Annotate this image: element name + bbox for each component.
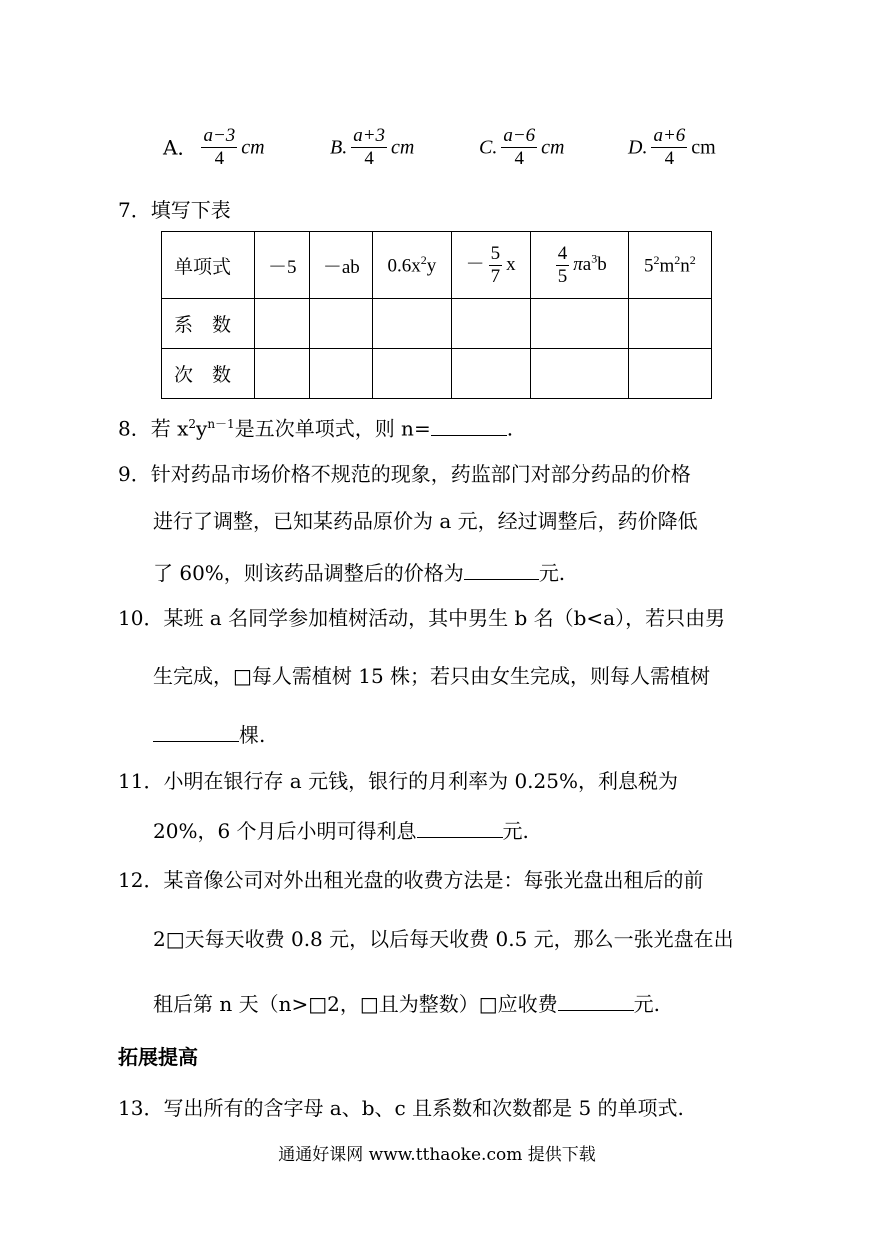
option-a-unit: cm xyxy=(241,136,265,159)
q12-answer-blank[interactable] xyxy=(558,988,634,1011)
question-9-line-2: 进行了调整，已知某药品原价为 a 元，经过调整后，药价降低 xyxy=(153,509,698,533)
option-a-numerator: a−3 xyxy=(203,125,236,146)
q12-text: 租后第 n 天（n>□2，□且为整数）□应收费 xyxy=(153,992,558,1016)
cell-c5-numerator: 4 xyxy=(557,242,568,264)
degree-cell[interactable] xyxy=(255,349,310,399)
option-d-unit: cm xyxy=(691,136,716,159)
option-b-label: B. xyxy=(330,136,348,159)
cell-minus-ab: －ab xyxy=(310,232,373,299)
cell-c5-a: a xyxy=(582,253,592,275)
q9-end: 元. xyxy=(538,561,566,585)
option-c-fraction xyxy=(501,125,537,170)
cell-0.6x2y-tail: y xyxy=(426,255,437,277)
q8-end: . xyxy=(506,416,514,441)
cell-52m2n2 xyxy=(628,232,711,299)
q11-end: 元. xyxy=(502,819,529,843)
option-d-label: D. xyxy=(628,136,648,159)
coefficient-cell[interactable] xyxy=(255,299,310,349)
section-heading: 拓展提高 xyxy=(118,1045,198,1069)
cell-0.6x2y xyxy=(373,232,451,299)
cell-0.6x2y-exponent: 2 xyxy=(420,252,427,267)
option-c-unit: cm xyxy=(541,136,565,159)
option-c-label: C. xyxy=(479,136,498,159)
question-11-line-1: 11．小明在银行存 a 元钱，银行的月利率为 0.25%，利息税为 xyxy=(118,769,678,793)
q8-y: y xyxy=(196,416,208,441)
cell-c5-fraction xyxy=(556,243,570,288)
cell-c4-numerator: 5 xyxy=(490,242,501,264)
option-d-denominator: 4 xyxy=(651,147,687,170)
row-header-monomial: 单项式 xyxy=(162,232,255,299)
coefficient-cell[interactable] xyxy=(373,299,451,349)
q9-answer-blank[interactable] xyxy=(464,557,539,580)
coefficient-cell[interactable] xyxy=(530,299,628,349)
degree-cell[interactable] xyxy=(530,349,628,399)
monomial-table xyxy=(161,231,712,399)
cell-minus-5: －5 xyxy=(255,232,310,299)
cell-c6-exp3: 2 xyxy=(689,252,696,267)
option-c xyxy=(479,125,565,170)
question-10-line-1: 10．某班 a 名同学参加植树活动，其中男生 b 名（b<a），若只由男 xyxy=(118,606,726,630)
table-row-monomial xyxy=(162,232,712,299)
degree-cell[interactable] xyxy=(373,349,451,399)
cell-minus-5-7-x xyxy=(451,232,530,299)
option-b-fraction xyxy=(351,125,387,170)
q8-prefix: 8．若 x xyxy=(118,416,189,441)
degree-cell[interactable] xyxy=(310,349,373,399)
cell-c5-pi: π xyxy=(573,253,583,275)
q11-text: 20%，6 个月后小明可得利息 xyxy=(153,819,417,843)
q8-exponent-y: n－1 xyxy=(207,417,235,431)
table-row-coefficient xyxy=(162,299,712,349)
question-12-line-1: 12．某音像公司对外出租光盘的收费方法是：每张光盘出租后的前 xyxy=(118,868,704,892)
cell-c4-denominator: 7 xyxy=(490,265,501,287)
question-12-line-3 xyxy=(153,988,660,1018)
coefficient-cell[interactable] xyxy=(628,299,711,349)
cell-c4-variable: x xyxy=(506,253,516,275)
option-a-denominator: 4 xyxy=(201,147,237,170)
degree-cell[interactable] xyxy=(628,349,711,399)
q8-answer-blank[interactable] xyxy=(431,413,507,436)
option-b xyxy=(330,125,414,170)
cell-c5-b: b xyxy=(597,253,607,275)
question-8 xyxy=(118,410,513,443)
cell-4-5-pi-a3b xyxy=(530,232,628,299)
page-footer: 通通好课网 www.tthaoke.com 提供下载 xyxy=(278,1145,596,1165)
question-11-line-2 xyxy=(153,815,529,845)
option-c-numerator: a−6 xyxy=(503,125,536,146)
q8-text: 是五次单项式，则 n= xyxy=(234,416,431,441)
cell-c6-coef: 5 xyxy=(644,255,654,277)
cell-c6-exp2: 2 xyxy=(674,252,681,267)
question-7: 7．填写下表 xyxy=(118,198,231,222)
question-9-line-3 xyxy=(153,557,565,587)
option-b-unit: cm xyxy=(391,136,415,159)
row-header-degree: 次 数 xyxy=(162,349,255,399)
option-d-numerator: a+6 xyxy=(653,125,686,146)
question-9-line-1: 9．针对药品市场价格不规范的现象，药监部门对部分药品的价格 xyxy=(118,462,691,486)
option-b-numerator: a+3 xyxy=(353,125,386,146)
q10-end: 棵. xyxy=(239,723,266,747)
cell-0.6x2y-base: 0.6x xyxy=(387,255,421,277)
row-header-coefficient: 系 数 xyxy=(162,299,255,349)
q8-exponent-x: 2 xyxy=(188,417,197,431)
question-10-line-2: 生完成，□每人需植树 15 株；若只由女生完成，则每人需植树 xyxy=(153,664,711,688)
option-b-denominator: 4 xyxy=(351,147,387,170)
option-a-fraction xyxy=(201,125,237,170)
q9-text: 了 60%，则该药品调整后的价格为 xyxy=(153,561,464,585)
cell-c5-exponent: 3 xyxy=(591,251,598,266)
question-12-line-2: 2□天每天收费 0.8 元，以后每天收费 0.5 元，那么一张光盘在出 xyxy=(153,927,734,951)
option-d-fraction xyxy=(651,125,687,170)
option-a xyxy=(163,125,265,170)
q10-answer-blank[interactable] xyxy=(153,719,239,742)
cell-c5-denominator: 5 xyxy=(557,265,568,287)
degree-cell[interactable] xyxy=(451,349,530,399)
coefficient-cell[interactable] xyxy=(310,299,373,349)
q11-answer-blank[interactable] xyxy=(417,815,503,838)
coefficient-cell[interactable] xyxy=(451,299,530,349)
option-a-label: A． xyxy=(163,135,198,160)
cell-c6-n: n xyxy=(680,255,690,277)
question-13: 13．写出所有的含字母 a、b、c 且系数和次数都是 5 的单项式. xyxy=(118,1096,684,1120)
option-d xyxy=(628,125,716,170)
cell-c6-exp1: 2 xyxy=(653,252,660,267)
cell-c4-fraction xyxy=(489,243,503,288)
question-10-line-3 xyxy=(153,719,265,749)
option-c-denominator: 4 xyxy=(501,147,537,170)
cell-c6-m: m xyxy=(659,255,675,277)
cell-c4-sign: － xyxy=(465,253,485,275)
table-row-degree xyxy=(162,349,712,399)
q12-end: 元. xyxy=(633,992,661,1016)
